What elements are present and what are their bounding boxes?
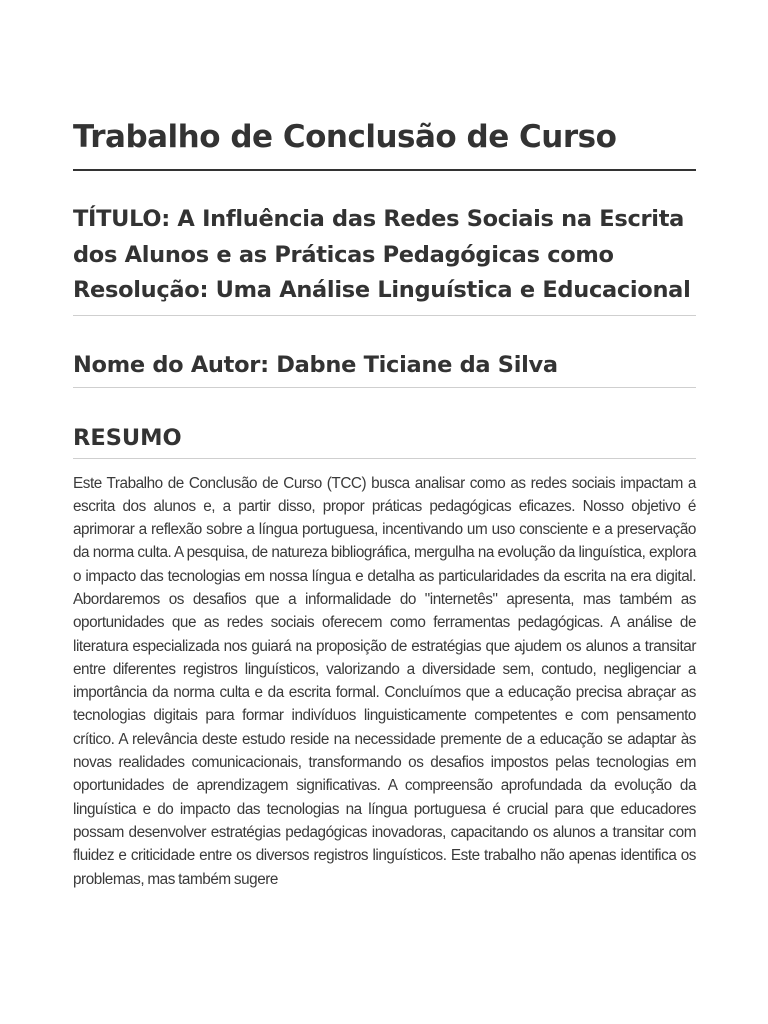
document-page [73,0,696,891]
document-heading: Trabalho de Conclusão de Curso [73,0,696,171]
abstract-text: Este Trabalho de Conclusão de Curso (TCC) busca analisar como as redes sociais impactam a escrita dos alunos e, a partir disso, propor práticas pedagógicas eficazes. Nosso objetivo é aprimorar a reflexão sobre a língua portuguesa, incentivando um uso consciente e a preservação da norma culta. A pesquisa, de natureza bibliográfica, mergulha na evolução da linguística, explora o impacto das tecnologias em nossa língua e detalha as particularidades da escrita na era digital. Abordaremos os desafios que a informalidade do "internetês" apresenta, mas também as oportunidades que as redes sociais oferecem como ferramentas pedagógicas. A análise de literatura especializada nos guiará na proposição de estratégias que ajudem os alunos a transitar entre diferentes registros linguísticos, valorizando a diversidade sem, contudo, negligenciar a importância da norma culta e da escrita formal. Concluímos que a educação precisa abraçar as tecnologias digitais para formar indivíduos linguisticamente competentes e com pensamento crítico. A relevância deste estudo reside na necessidade premente de a educação se adaptar às novas realidades comunicacionais, transformando os desafios impostos pelas tecnologias em oportunidades de aprendizagem significativas. A compreensão aprofundada da evolução da linguística e do impacto das tecnologias na língua portuguesa é crucial para que educadores possam desenvolver estratégias pedagógicas inovadoras, capacitando os alunos a transitar com fluidez e criticidade entre os diversos registros linguísticos. Este trabalho não apenas identifica os problemas, mas também sugere [73,474,696,888]
author-name: Nome do Autor: Dabne Ticiane da Silva [73,316,696,388]
abstract-heading: RESUMO [73,388,696,459]
work-title: TÍTULO: A Influência das Redes Sociais na Escrita dos Alunos e as Práticas Pedagógicas como Resolução: Uma Análise Linguística e Educacional [73,171,696,316]
